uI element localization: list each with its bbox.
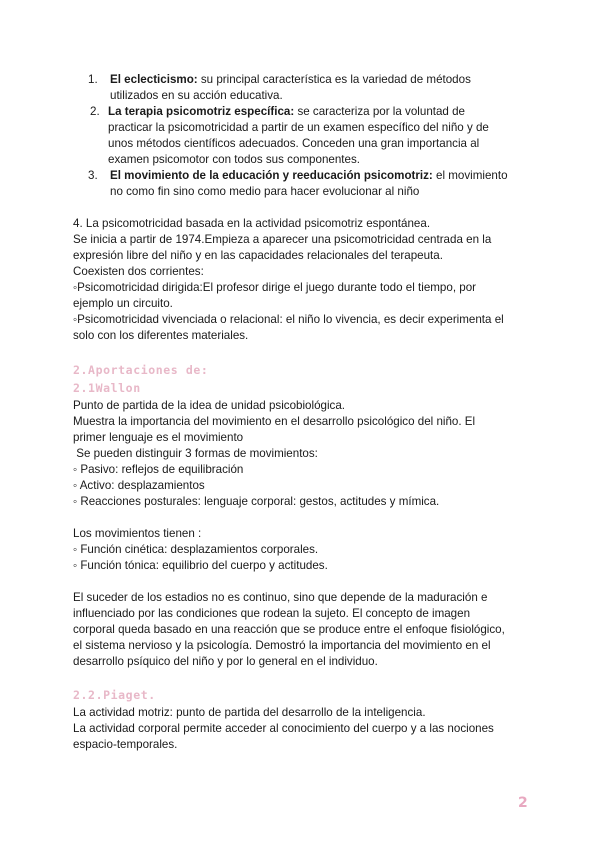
text-line: Se pueden distinguir 3 formas de movimientos: [73,447,318,460]
text-line: 4. La psicomotricidad basada en la actividad psicomotriz espontánea. [73,217,431,230]
bullet-item: ◦ Función cinética: desplazamientos corporales. [73,543,319,556]
list-item [88,72,518,104]
paragraph-piaget [73,705,533,753]
text-line: solo con los diferentes materiales. [73,329,249,342]
list-text: utilizados en su acción educativa. [110,89,283,102]
text-line: El suceder de los estadios no es continuo, sino que depende de la maduración e [73,591,488,604]
list-term: El eclecticismo: [110,73,198,86]
section-heading: 2.Aportaciones de: [73,363,209,377]
list-number: 1. [88,73,98,86]
text-line: La actividad motriz: punto de partida del desarrollo de la inteligencia. [73,706,426,719]
text-line: influenciado por las condiciones que rodean la sujeto. El concepto de imagen [73,607,471,620]
text-line: Punto de partida de la idea de unidad psicobiológica. [73,399,346,412]
list-text: unos métodos científicos adecuados. Conceden una gran importancia al [108,137,480,150]
text-line: desarrollo psíquico del niño y por lo general en el individuo. [73,655,378,668]
text-line: primer lenguaje es el movimiento [73,431,244,444]
list-text: se caracteriza por la voluntad de [294,105,466,118]
bullet-item: ◦ Función tónica: equilibrio del cuerpo y actitudes. [73,559,328,572]
paragraph-movimientos [73,526,533,574]
list-number: 2. [90,105,100,118]
bullet-item: ◦ Activo: desplazamientos [73,479,205,492]
paragraph-section-4 [73,216,533,344]
list-item [88,168,518,200]
text-line: expresión libre del niño y en las capacidades relacionales del terapeuta. [73,249,443,262]
text-line: el sistema nervioso y la psicología. Demostró la importancia del movimiento en el [73,639,491,652]
list-term: La terapia psicomotriz específica: [108,105,295,118]
bullet-item: ◦ Reacciones posturales: lenguaje corporal: gestos, actitudes y mímica. [73,495,440,508]
list-item [88,104,518,168]
text-line: Muestra la importancia del movimiento en el desarrollo psicológico del niño. El [73,415,476,428]
text-line: Coexisten dos corrientes: [73,265,204,278]
subsection-heading-wallon: 2.1Wallon [73,381,141,395]
paragraph-wallon [73,398,533,510]
paragraph-estadios [73,590,533,670]
text-line: La actividad corporal permite acceder al conocimiento del cuerpo y a las nociones [73,722,494,735]
text-line: ◦Psicomotricidad dirigida:El profesor dirige el juego durante todo el tiempo, por [73,281,477,294]
page-number: 2 [518,795,528,811]
bullet-item: ◦ Pasivo: reflejos de equilibración [73,463,244,476]
list-text: examen psicomotor con todos sus componentes. [108,153,360,166]
text-line: espacio-temporales. [73,738,178,751]
text-line: ejemplo un circuito. [73,297,173,310]
list-text: su principal característica es la variedad de métodos [197,73,471,86]
list-text: no como fin sino como medio para hacer evolucionar al niño [110,185,420,198]
text-line: Se inicia a partir de 1974.Empieza a aparecer una psicomotricidad centrada en la [73,233,492,246]
list-text: el movimiento [432,169,508,182]
text-line: ◦Psicomotricidad vivenciada o relacional: el niño lo vivencia, es decir experimenta el [73,313,504,326]
text-line: Los movimientos tienen : [73,527,202,540]
list-text: practicar la psicomotricidad a partir de un examen específico del niño y de [108,121,489,134]
subsection-heading-piaget: 2.2.Piaget. [73,688,156,702]
list-number: 3. [88,169,98,182]
text-line: corporal queda basado en una reacción que se produce entre el enfoque fisiológico, [73,623,505,636]
list-term: El movimiento de la educación y reeducación psicomotriz: [110,169,433,182]
